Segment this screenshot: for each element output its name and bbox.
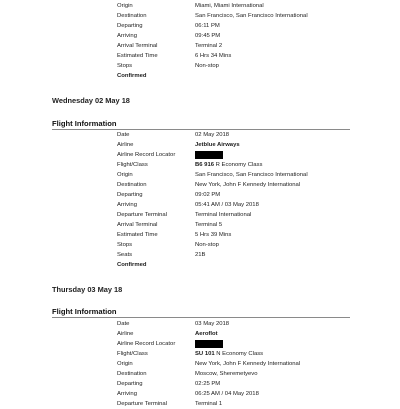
row-departure-terminal [0, 399, 400, 409]
row-estimated-time [0, 51, 400, 61]
label-destination: Destination [117, 371, 147, 377]
label-flight-class: Flight/Class [117, 351, 148, 357]
label-destination: Destination [117, 13, 147, 19]
row-departure-terminal [0, 210, 400, 220]
row-flight-class [0, 160, 400, 170]
flight-information-title: Flight Information [52, 307, 117, 316]
row-date [0, 319, 400, 329]
label-seats: Seats [117, 252, 133, 258]
value-flight-class [195, 160, 262, 170]
value-departing: 02:25 PM [195, 381, 221, 387]
label-date: Date [117, 132, 130, 138]
label-departing: Departing [117, 23, 143, 29]
value-departure-terminal: Terminal 1 [195, 401, 223, 407]
label-stops: Stops [117, 242, 133, 248]
label-date: Date [117, 321, 130, 327]
section-divider [52, 317, 350, 318]
value-destination: Moscow, Sheremetyevo [195, 371, 258, 377]
row-origin [0, 1, 400, 11]
confirmed-status: Confirmed [117, 262, 147, 268]
value-arriving: 06:25 AM / 04 May 2018 [195, 391, 259, 397]
row-airline [0, 140, 400, 150]
row-arriving [0, 389, 400, 399]
value-origin: New York, John F Kennedy International [195, 361, 301, 367]
value-estimated-time: 6 Hrs 34 Mins [195, 53, 232, 59]
label-destination: Destination [117, 182, 147, 188]
row-record-locator [0, 339, 400, 349]
flight-number: SU 101 [195, 351, 215, 357]
row-origin [0, 359, 400, 369]
label-departing: Departing [117, 381, 143, 387]
value-arrival-terminal: Terminal 5 [195, 222, 223, 228]
booking-class: N Economy Class [214, 351, 264, 357]
row-seats [0, 250, 400, 260]
label-record-locator: Airline Record Locator [117, 152, 176, 158]
redacted-record-locator [195, 151, 223, 159]
confirmed-status: Confirmed [117, 73, 147, 79]
row-confirmed [0, 260, 400, 270]
row-estimated-time [0, 230, 400, 240]
row-date [0, 130, 400, 140]
flight-information-title: Flight Information [52, 119, 117, 128]
value-date: 03 May 2018 [195, 321, 230, 327]
label-estimated-time: Estimated Time [117, 53, 158, 59]
value-date: 02 May 2018 [195, 132, 230, 138]
value-airline: Aeroflot [195, 331, 218, 337]
row-arriving [0, 31, 400, 41]
date-heading: Thursday 03 May 18 [52, 285, 123, 294]
row-stops [0, 240, 400, 250]
value-departing: 09:02 PM [195, 192, 221, 198]
row-destination [0, 11, 400, 21]
value-departing: 06:11 PM [195, 23, 220, 29]
row-confirmed [0, 71, 400, 81]
value-departure-terminal: Terminal International [195, 212, 252, 218]
label-estimated-time: Estimated Time [117, 232, 158, 238]
row-airline [0, 329, 400, 339]
label-record-locator: Airline Record Locator [117, 341, 176, 347]
row-departing [0, 190, 400, 200]
row-flight-class [0, 349, 400, 359]
label-stops: Stops [117, 63, 133, 69]
row-destination [0, 180, 400, 190]
label-departing: Departing [117, 192, 143, 198]
flight-number: B6 916 [195, 162, 214, 168]
row-departing [0, 21, 400, 31]
value-arriving: 05:41 AM / 03 May 2018 [195, 202, 259, 208]
label-flight-class: Flight/Class [117, 162, 148, 168]
date-heading: Wednesday 02 May 18 [52, 96, 130, 105]
row-arrival-terminal [0, 220, 400, 230]
value-destination: New York, John F Kennedy International [195, 182, 301, 188]
value-arrival-terminal: Terminal 2 [195, 43, 223, 49]
value-stops: Non-stop [195, 242, 219, 248]
label-arriving: Arriving [117, 202, 137, 208]
label-origin: Origin [117, 172, 133, 178]
label-airline: Airline [117, 331, 134, 337]
label-departure-terminal: Departure Terminal [117, 212, 167, 218]
label-arriving: Arriving [117, 33, 137, 39]
booking-class: R Economy Class [214, 162, 263, 168]
row-record-locator [0, 150, 400, 160]
label-airline: Airline [117, 142, 134, 148]
value-destination: San Francisco, San Francisco International [195, 13, 308, 19]
redacted-record-locator [195, 340, 223, 348]
label-arrival-terminal: Arrival Terminal [117, 222, 158, 228]
value-airline: Jetblue Airways [195, 142, 240, 148]
row-departing [0, 379, 400, 389]
label-origin: Origin [117, 3, 133, 9]
value-seats: 21B [195, 252, 206, 258]
value-origin: San Francisco, San Francisco International [195, 172, 308, 178]
label-origin: Origin [117, 361, 133, 367]
row-origin [0, 170, 400, 180]
label-departure-terminal: Departure Terminal [117, 401, 167, 407]
value-arriving: 09:45 PM [195, 33, 221, 39]
value-origin: Miami, Miami International [195, 3, 264, 9]
row-destination [0, 369, 400, 379]
row-arriving [0, 200, 400, 210]
value-flight-class [195, 349, 263, 359]
value-stops: Non-stop [195, 63, 219, 69]
label-arriving: Arriving [117, 391, 137, 397]
value-estimated-time: 5 Hrs 39 Mins [195, 232, 232, 238]
row-arrival-terminal [0, 41, 400, 51]
row-stops [0, 61, 400, 71]
label-arrival-terminal: Arrival Terminal [117, 43, 158, 49]
